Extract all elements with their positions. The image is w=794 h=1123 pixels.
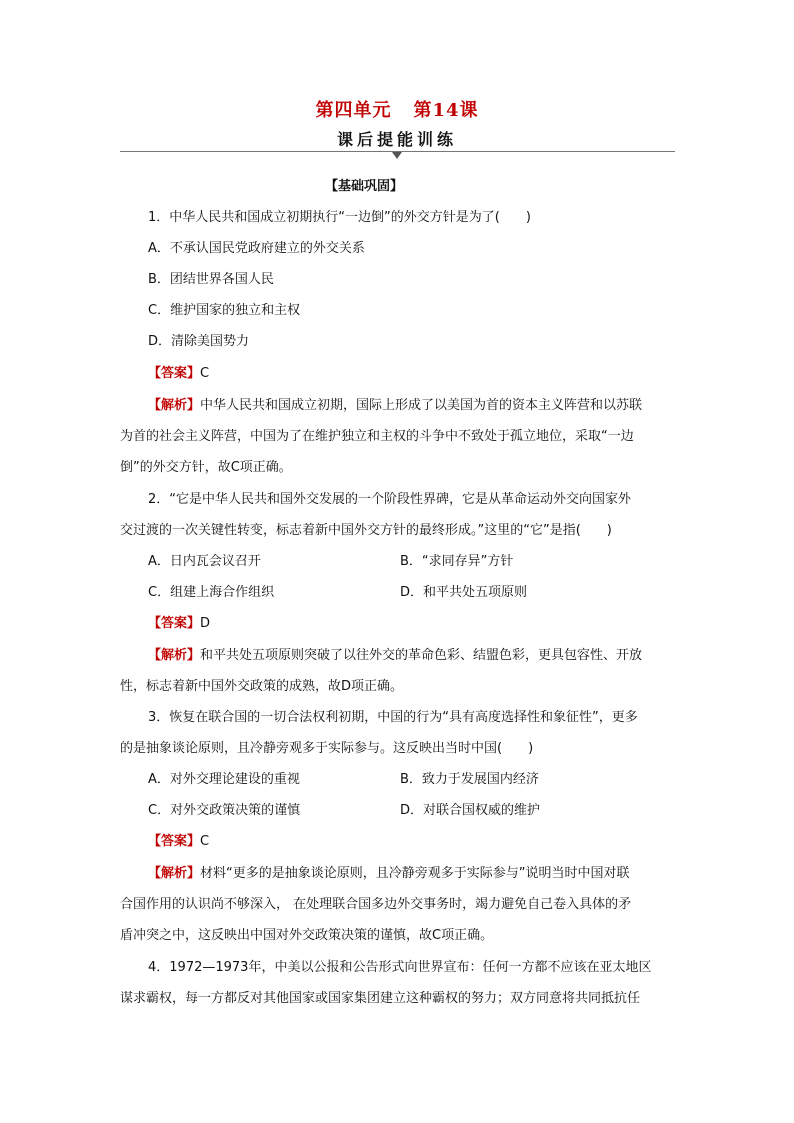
q2-option-c: C．组建上海合作组织 [148, 585, 275, 600]
lesson-label: 第14课 [413, 100, 479, 121]
answer-value: D [200, 616, 211, 631]
q1-answer [148, 366, 209, 382]
q3-analysis-line-2: 合国作用的认识尚不够深入， 在处理联合国多边外交事务时，竭力避免自己卷入具体的矛 [120, 897, 632, 912]
question-4-stem-line-1: 4．1972—1973年，中美以公报和公告形式向世界宣布：任何一方都不应该在亚太地区 [148, 960, 652, 975]
q3-answer [148, 834, 209, 850]
q3-analysis-line-3: 盾冲突之中，这反映出中国对外交政策决策的谨慎，故C项正确。 [120, 928, 494, 943]
page-subtitle: 课后提能训练 [336, 130, 457, 149]
q2-option-b: B．“求同存异”方针 [400, 554, 514, 569]
q1-option-d: D．清除美国势力 [148, 334, 250, 349]
question-2-stem-line-2: 交过渡的一次关键性转变，标志着新中国外交方针的最终形成。”这里的“它”是指( ) [120, 523, 612, 538]
q1-analysis-line-2: 为首的社会主义阵营，中国为了在维护独立和主权的斗争中不致处于孤立地位，采取“一边 [120, 429, 634, 444]
answer-label: 【答案】 [148, 834, 201, 849]
q2-answer [148, 616, 210, 632]
divider-arrow-icon [392, 152, 402, 159]
q1-option-b: B．团结世界各国人民 [148, 272, 274, 287]
answer-label: 【答案】 [148, 366, 201, 381]
q3-option-d: D．对联合国权威的维护 [400, 803, 541, 818]
q2-option-a: A．日内瓦会议召开 [148, 554, 261, 569]
answer-value: C [200, 366, 210, 381]
q1-option-a: A．不承认国民党政府建立的外交关系 [148, 241, 365, 256]
question-3-stem-line-2: 的是抽象谈论原则，且冷静旁观多于实际参与。这反映出当时中国( ) [120, 741, 534, 756]
answer-label: 【答案】 [148, 616, 201, 631]
page-title [0, 96, 794, 122]
question-1-stem: 1．中华人民共和国成立初期执行“一边倒”的外交方针是为了( ) [148, 210, 531, 225]
q3-analysis-line-1: 【解析】材料“更多的是抽象谈论原则，且冷静旁观多于实际参与”说明当时中国对联 [148, 866, 630, 881]
q1-analysis-line-3: 倒”的外交方针，故C项正确。 [120, 460, 292, 475]
q1-option-c: C．维护国家的独立和主权 [148, 303, 301, 318]
question-3-stem-line-1: 3．恢复在联合国的一切合法权利初期，中国的行为“具有高度选择性和象征性”，更多 [148, 710, 638, 725]
section-heading: 【基础巩固】 [325, 179, 404, 194]
unit-label: 第四单元 [315, 100, 392, 121]
q2-analysis-line-2: 性，标志着新中国外交政策的成熟，故D项正确。 [120, 679, 404, 694]
q3-option-b: B．致力于发展国内经济 [400, 772, 539, 787]
analysis-label: 【解析】 [148, 648, 201, 663]
q2-option-d: D．和平共处五项原则 [400, 585, 528, 600]
q3-option-a: A．对外交理论建设的重视 [148, 772, 300, 787]
q3-option-c: C．对外交政策决策的谨慎 [148, 803, 301, 818]
analysis-label: 【解析】 [148, 398, 201, 413]
analysis-label: 【解析】 [148, 866, 201, 881]
q2-analysis-line-1: 【解析】和平共处五项原则突破了以往外交的革命色彩、结盟色彩，更具包容性、开放 [148, 648, 643, 663]
question-4-stem-line-2: 谋求霸权，每一方都反对其他国家或国家集团建立这种霸权的努力；双方同意将共同抵抗任 [120, 991, 641, 1006]
answer-value: C [200, 834, 210, 849]
q1-analysis-line-1: 【解析】中华人民共和国成立初期，国际上形成了以美国为首的资本主义阵营和以苏联 [148, 398, 643, 413]
question-2-stem-line-1: 2．“它是中华人民共和国外交发展的一个阶段性界碑，它是从革命运动外交向国家外 [148, 492, 632, 507]
